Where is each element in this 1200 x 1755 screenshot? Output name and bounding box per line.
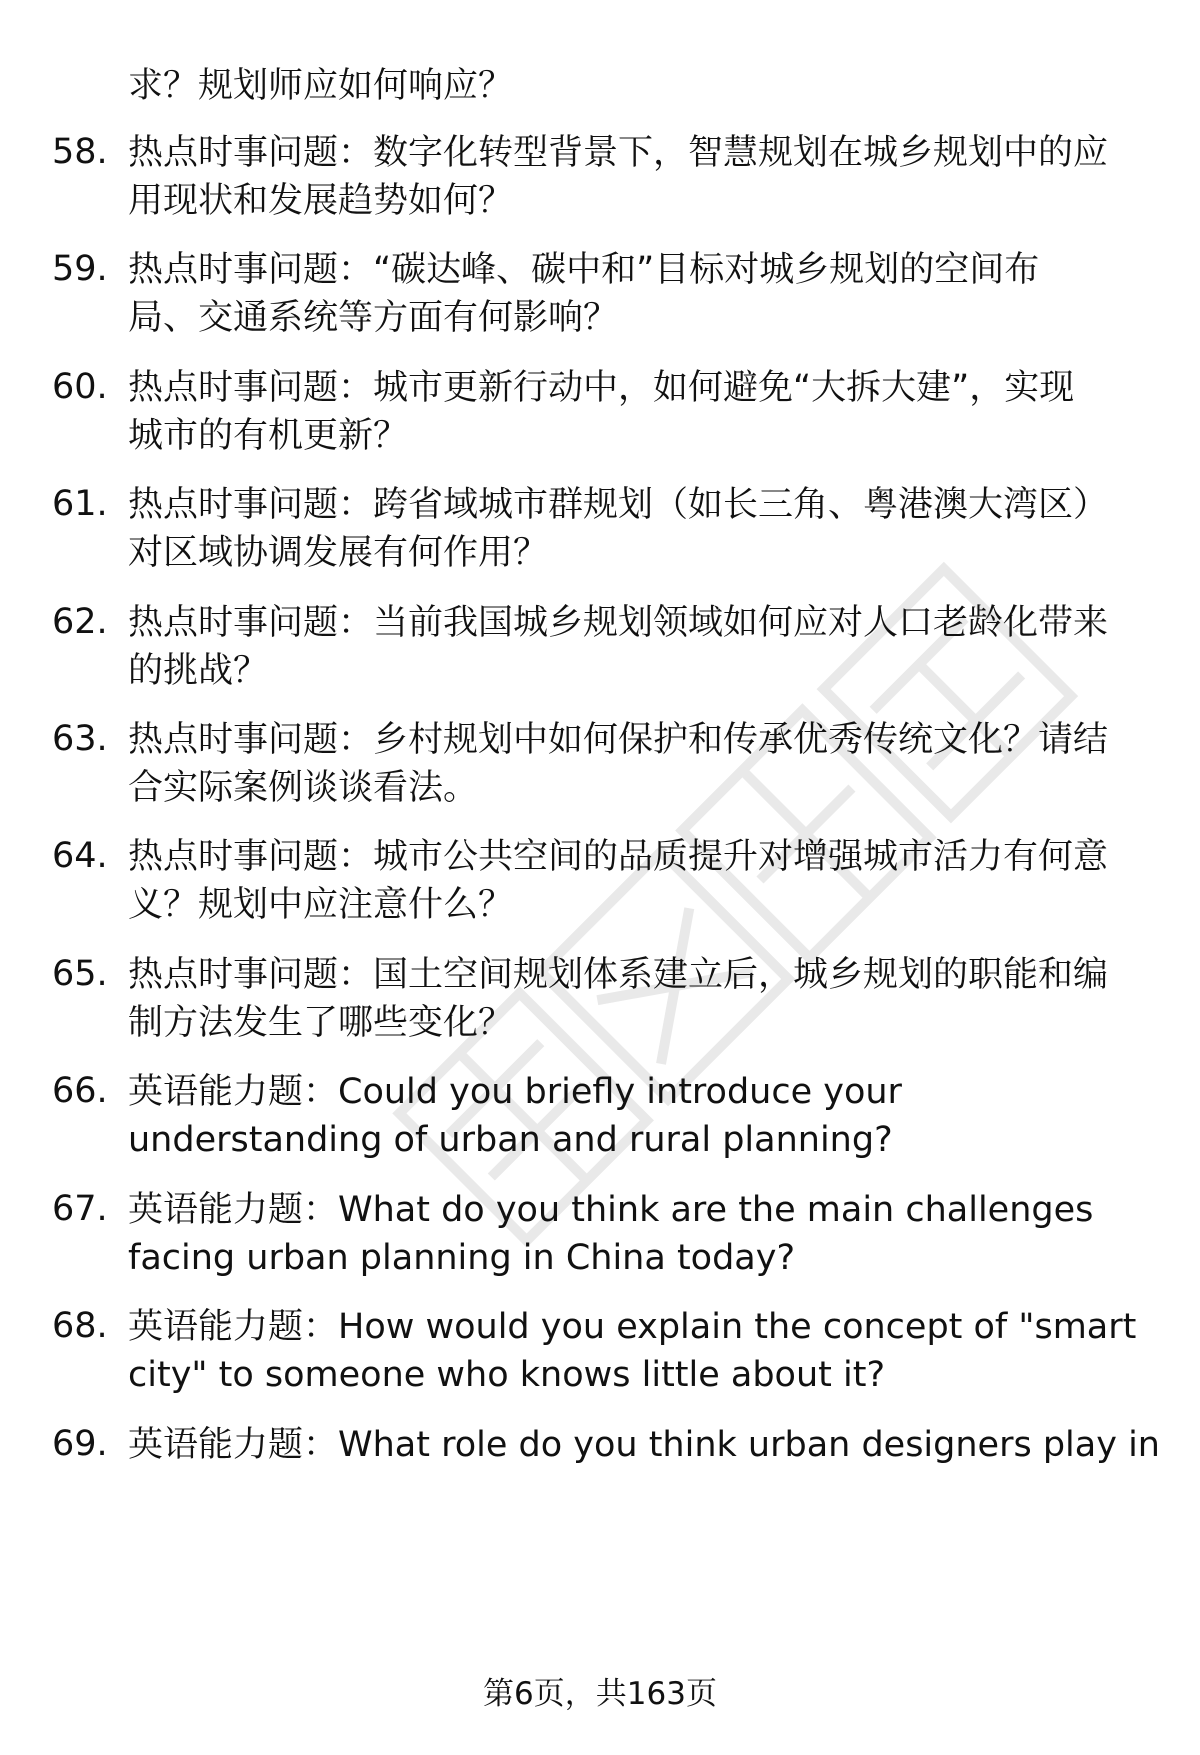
question-number: 65. — [52, 954, 108, 994]
question-line: facing urban planning in China today? — [128, 1238, 796, 1278]
question-line: 局、交通系统等方面有何影响？ — [128, 298, 619, 338]
question-text — [128, 716, 1158, 812]
question-line: 英语能力题：How would you explain the concept of "smart — [128, 1307, 1137, 1347]
question-line: 英语能力题：What role do you think urban designers play in — [128, 1425, 1160, 1465]
continuation-line: 求？规划师应如何响应？ — [128, 66, 514, 106]
question-text — [128, 129, 1158, 225]
question-line: 热点时事问题：乡村规划中如何保护和传承优秀传统文化？请结 — [128, 720, 1109, 760]
question-line: 热点时事问题：城市公共空间的品质提升对增强城市活力有何意 — [128, 837, 1109, 877]
question-number: 59. — [52, 249, 108, 289]
question-text — [128, 481, 1158, 577]
question-number: 63. — [52, 719, 108, 759]
question-number: 69. — [52, 1424, 108, 1464]
question-line: 热点时事问题：城市更新行动中，如何避免“大拆大建”，实现 — [128, 368, 1075, 408]
question-text — [128, 364, 1158, 460]
question-line: 义？规划中应注意什么？ — [128, 885, 514, 925]
question-line: 城市的有机更新？ — [128, 416, 409, 456]
page-footer: 第6页，共163页 — [483, 1676, 717, 1712]
question-number: 62. — [52, 602, 108, 642]
question-line: city" to someone who knows little about it? — [128, 1355, 886, 1395]
question-text — [128, 833, 1158, 929]
question-line: 合实际案例谈谈看法。 — [128, 768, 479, 808]
question-text — [128, 246, 1158, 342]
question-line: 热点时事问题：“碳达峰、碳中和”目标对城乡规划的空间布 — [128, 250, 1040, 290]
question-text — [128, 1068, 1158, 1164]
question-text — [128, 1186, 1158, 1282]
question-line: 热点时事问题：数字化转型背景下，智慧规划在城乡规划中的应 — [128, 133, 1109, 173]
question-line: 用现状和发展趋势如何？ — [128, 181, 514, 221]
question-number: 67. — [52, 1189, 108, 1229]
question-number: 58. — [52, 132, 108, 172]
question-line: 英语能力题：What do you think are the main challenges — [128, 1190, 1094, 1230]
question-line: 英语能力题：Could you briefly introduce your — [128, 1072, 902, 1112]
question-number: 61. — [52, 484, 108, 524]
question-text — [128, 1303, 1158, 1399]
question-line: understanding of urban and rural planning? — [128, 1120, 893, 1160]
question-line: 热点时事问题：国土空间规划体系建立后，城乡规划的职能和编 — [128, 955, 1109, 995]
question-text — [128, 1421, 1158, 1469]
question-number: 60. — [52, 367, 108, 407]
question-line: 的挑战？ — [128, 651, 269, 691]
question-number: 68. — [52, 1306, 108, 1346]
question-text — [128, 599, 1158, 695]
question-line: 对区域协调发展有何作用？ — [128, 533, 549, 573]
question-line: 制方法发生了哪些变化？ — [128, 1003, 514, 1043]
question-number: 66. — [52, 1071, 108, 1111]
question-number: 64. — [52, 836, 108, 876]
question-line: 热点时事问题：跨省域城市群规划（如长三角、粤港澳大湾区） — [128, 485, 1109, 525]
question-line: 热点时事问题：当前我国城乡规划领域如何应对人口老龄化带来 — [128, 603, 1109, 643]
question-text — [128, 951, 1158, 1047]
